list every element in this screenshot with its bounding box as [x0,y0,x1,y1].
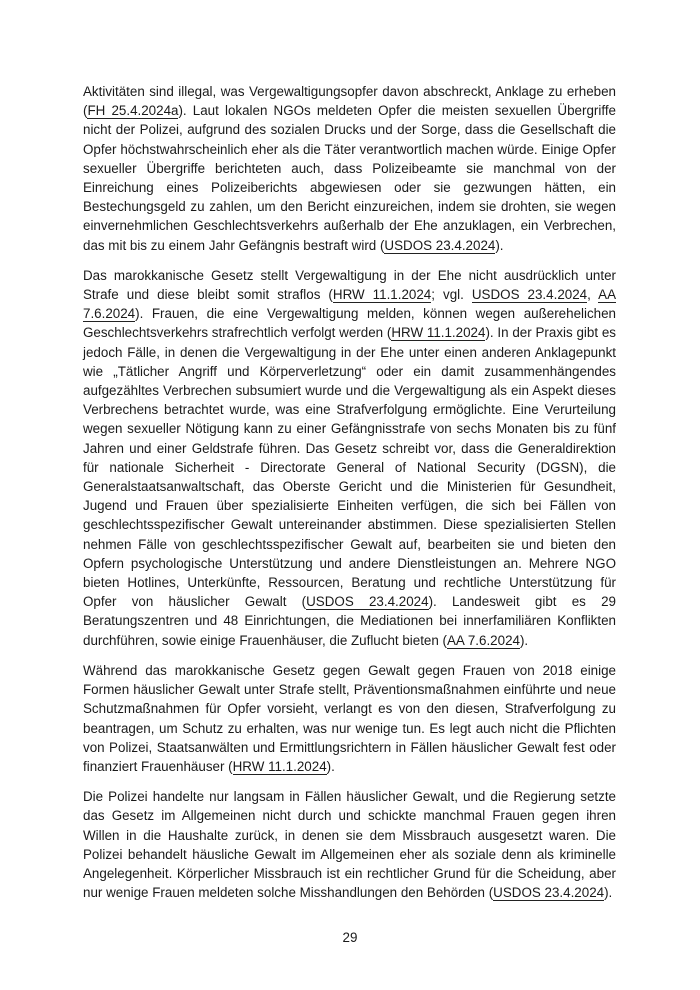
paragraph [83,787,616,902]
citation-link[interactable]: AA 7.6.2024 [447,632,520,648]
text-run: ). Landesweit gibt es 29 Beratungszentren und 48 Einrichtungen, die Mediationen bei innerfamiliären Konflikten durchführen, sowie einige Frauenhäuser, die Zuflucht bieten ( [83,594,616,648]
citation-link[interactable]: AA 7.6.2024 [83,287,617,322]
citation-link[interactable]: FH 25.4.2024a [87,103,179,119]
page-number: 29 [342,930,358,945]
text-run: ). [604,885,613,901]
citation-link[interactable]: USDOS 23.4.2024 [493,885,605,901]
text-run: Aktivitäten sind illegal, was Vergewaltigungsopfer davon abschreckt, Anklage zu erheben ( [83,84,616,119]
citation-link[interactable]: HRW 11.1.2024 [232,758,327,774]
citation-link[interactable]: HRW 11.1.2024 [391,325,486,341]
text-run: ). In der Praxis gibt es jedoch Fälle, in denen die Vergewaltigung in der Ehe unter einen anderen Anklagepunkt wie „Tätlicher Angriff und Körperverletzung“ oder ein damit zusammenhängendes aufgezähltes Verbrechen subsumiert wurde und die Vergewaltigung als ein Aspekt dieses Verbrechens betrachtet wurde, was eine Strafverfolgung ermöglichte. Eine Verurteilung wegen sexueller Nötigung kann zu einer Gefängnisstrafe von sechs Monaten bis zu fünf Jahren und einer Geldstrafe führen. Das Gesetz schreibt vor, dass die Generaldirektion für nationale Sicherheit - Directorate General of National Security (DGSN), die Generalstaatsanwaltschaft, das Oberste Gericht und die Ministerien für Gesundheit, Jugend und Frauen über spezialisierte Einheiten verfügen, die sich bei Fällen von geschlechtsspezifischer Gewalt untereinander abstimmen. Diese spezialisierten Stellen nehmen Fälle von geschlechtsspezifischer Gewalt auf, bearbeiten sie und bieten den Opfern psychologische Unterstützung und andere Dienstleistungen an. Mehrere NGO bieten Hotlines, Unterkünfte, Ressourcen, Beratung und rechtliche Unterstützung für Opfer von häuslicher Gewalt ( [83,325,616,610]
text-run: Das marokkanische Gesetz stellt Vergewaltigung in der Ehe nicht ausdrücklich unter Strafe und diese bleibt somit straflos ( [83,267,616,303]
text-run: ). [519,632,529,648]
text-run: ; vgl. [431,287,472,303]
text-run: Die Polizei handelte nur langsam in Fällen häuslicher Gewalt, und die Regierung setzte das Gesetz im Allgemeinen nicht durch und schickte manchmal Frauen gegen ihren Willen in die Haushalte zurück, in denen sie dem Missbrauch ausgesetzt waren. Die Polizei behandelt häusliche Gewalt im Allgemeinen eher als soziale denn als kriminelle Angelegenheit. Körperlicher Missbrauch ist ein rechtlicher Grund für die Scheidung, aber nur wenige Frauen meldeten solche Misshandlungen den Behörden ( [83,789,616,901]
text-run: ). [495,237,504,253]
text-run: ). [326,758,335,774]
citation-link[interactable]: USDOS 23.4.2024 [306,594,429,610]
paragraph [83,266,616,650]
document-body [83,82,616,902]
citation-link[interactable]: USDOS 23.4.2024 [471,287,588,303]
text-run: Während das marokkanische Gesetz gegen Gewalt gegen Frauen von 2018 einige Formen häuslicher Gewalt unter Strafe stellt, Präventionsmaßnahmen einführte und neue Schutzmaßnahmen für Opfer vorsieht, verlangt es von den diesen, Strafverfolgung zu beantragen, um Schutz zu erhalten, was nur wenige tun. Es legt auch nicht die Pflichten von Polizei, Staatsanwälten und Ermittlungsrichtern in Fällen häuslicher Gewalt fest oder finanziert Frauenhäuser ( [83,662,616,774]
text-run: ). Frauen, die eine Vergewaltigung melden, können wegen außerehelichen Geschlechtsverkehrs strafrechtlich verfolgt werden ( [83,306,616,341]
paragraph [83,82,616,255]
text-run: , [587,287,599,303]
paragraph [83,661,616,776]
citation-link[interactable]: USDOS 23.4.2024 [384,237,496,253]
citation-link[interactable]: HRW 11.1.2024 [332,287,432,303]
text-run: ). Laut lokalen NGOs meldeten Opfer die meisten sexuellen Übergriffe nicht der Polizei, aufgrund des sozialen Drucks und der Sorge, dass die Gesellschaft die Opfer höchstwahrscheinlich eher als die Täter verantwortlich machen würde. Einige Opfer sexueller Übergriffe berichteten auch, dass Polizeibeamte sie manchmal von der Einreichung eines Polizeiberichts abgewiesen oder sie gezwungen hätten, ein Bestechungsgeld zu zahlen, um den Bericht einzureichen, indem sie drohten, sie wegen einvernehmlichen Geschlechtsverkehrs außerhalb der Ehe anzuklagen, ein Verbrechen, das mit bis zu einem Jahr Gefängnis bestraft wird ( [83,103,616,253]
